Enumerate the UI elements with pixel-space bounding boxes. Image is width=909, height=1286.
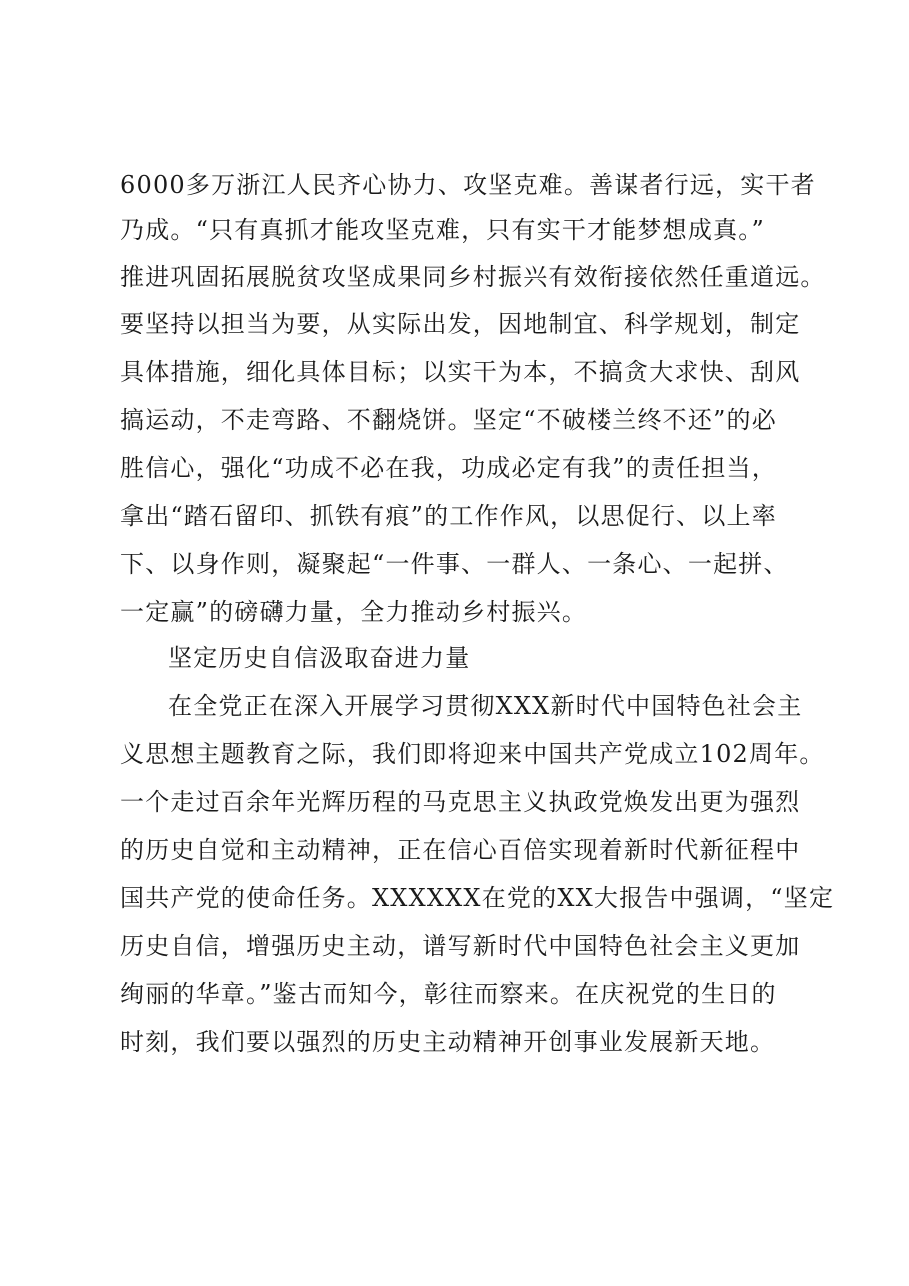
paragraph-line: 拿出“踏石留印、抓铁有痕”的工作作风，以思促行、以上率 — [120, 502, 777, 530]
paragraph-line: 要坚持以担当为要，从实际出发，因地制宜、科学规划，制定 — [120, 310, 801, 338]
paragraph-line: 国共产党的使命任务。XXXXXX在党的XX大报告中强调，“坚定 — [120, 884, 835, 912]
paragraph-line: 时刻，我们要以强烈的历史主动精神开创事业发展新天地。 — [120, 1028, 776, 1056]
paragraph-line: 的历史自觉和主动精神，正在信心百倍实现着新时代新征程中 — [120, 836, 801, 864]
paragraph-line: 乃成。“只有真抓才能攻坚克难，只有实干才能梦想成真。” — [120, 216, 765, 244]
paragraph-line: 搞运动，不走弯路、不翻烧饼。坚定“不破楼兰终不还”的必 — [120, 406, 777, 434]
paragraph-line: 胜信心，强化“功成不必在我，功成必定有我”的责任担当， — [120, 454, 777, 482]
paragraph-line: 历史自信，增强历史主动，谱写新时代中国特色社会主义更加 — [120, 932, 801, 960]
paragraph-line: 一定赢”的磅礴力量，全力推动乡村振兴。 — [120, 598, 588, 626]
paragraph-line: 下、以身作则，凝聚起“一件事、一群人、一条心、一起拼、 — [120, 550, 789, 578]
paragraph-line: 推进巩固拓展脱贫攻坚成果同乡村振兴有效衔接依然任重道远。 — [120, 263, 826, 291]
paragraph-line: 6000多万浙江人民齐心协力、攻坚克难。善谋者行远，实干者 — [120, 171, 816, 199]
paragraph-line: 具体措施，细化具体目标；以实干为本，不搞贪大求快、刮风 — [120, 358, 801, 386]
section-heading: 坚定历史自信汲取奋进力量 — [168, 644, 471, 672]
paragraph-line: 义思想主题教育之际，我们即将迎来中国共产党成立102周年。 — [120, 740, 825, 768]
paragraph-line: 绚丽的华章。”鉴古而知今，彰往而察来。在庆祝党的生日的 — [120, 980, 777, 1008]
paragraph-line: 在全党正在深入开展学习贯彻XXX新时代中国特色社会主 — [168, 692, 803, 720]
paragraph-line: 一个走过百余年光辉历程的马克思主义执政党焕发出更为强烈 — [120, 788, 801, 816]
